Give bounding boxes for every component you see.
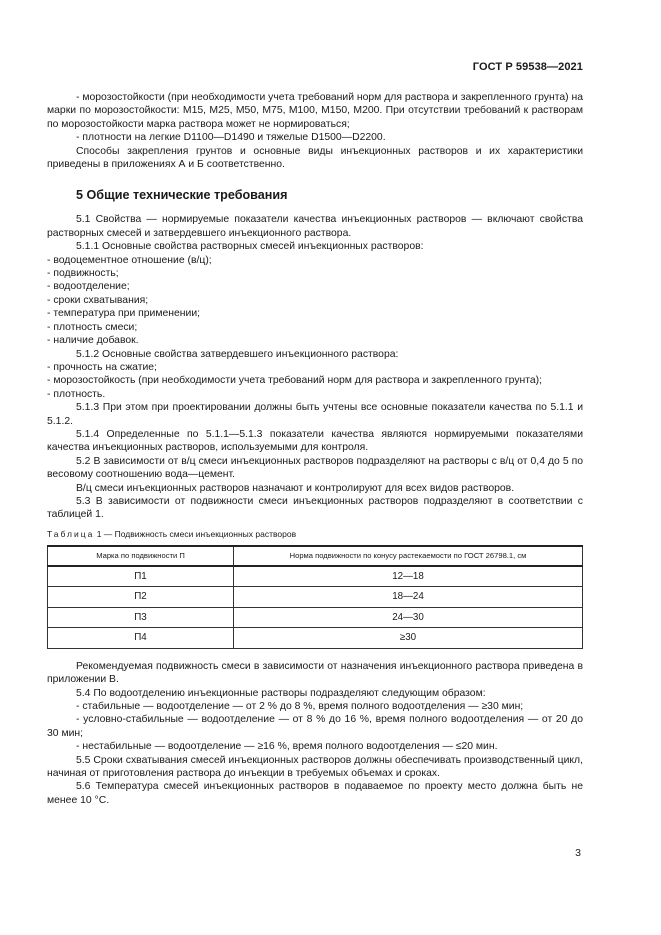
table-caption-word: Таблица [47,528,95,539]
table-header-row [48,546,583,566]
density-item: - плотности на легкие D1100—D1490 и тяжелые D1500—D2200. [76,132,386,144]
table-caption [47,529,583,540]
table-row [48,587,583,608]
clause-5-6: 5.6 Температура смесей инъекционных растворов в подаваемое по проекту место должна быть не менее 10 °С. [47,781,583,806]
frost-resistance-item: - морозостойкости (при необходимости учета требований норм для раствора и закрепленного грунта) на марки по морозостойкости: M15, M25, M50, M75, M100, M150, M200. При отсутствии требований к растворам по морозостойкости марка раствора может не нормироваться; [47,92,583,130]
grade-cell: П1 [48,566,234,587]
list-item-mix: - водоцементное отношение (в/ц); [47,254,212,266]
list-item-hardened: - плотность. [47,388,106,400]
list-item-hardened: - морозостойкость (при необходимости учета требований норм для раствора и закрепленного грунта); [47,375,543,387]
table-row [48,566,583,587]
clause-5-1-3: 5.1.3 При этом при проектировании должны быть учтены все основные показатели качества по 5.1.1 и 5.1.2. [47,402,583,427]
clause-5-2: 5.2 В зависимости от в/ц смеси инъекционных растворов подразделяют на растворы с в/ц от 0,4 до 5 по весовому соотношению вода—цемент. [47,455,583,481]
norm-cell: 24—30 [234,607,583,628]
document-standard-header: ГОСТ Р 59538—2021 [472,61,583,73]
norm-cell: 12—18 [234,566,583,587]
list-item-water-separation: - стабильные — водоотделение — от 2 % до 8 %, время полного водоотделения — ≥30 мин; [76,701,524,712]
clause-5-4: 5.4 По водоотделению инъекционные растворы подразделяют следующим образом: [76,687,486,699]
clause-5-1-4: 5.1.4 Определенные по 5.1.1—5.1.3 показатели качества являются нормируемыми показателями качества инъекционных растворов, используемыми для контроля. [47,428,583,454]
page-number: 3 [575,847,581,859]
column-header-grade: Марка по подвижности П [48,546,234,566]
grade-cell: П4 [48,628,234,649]
table-caption-text: 1 — Подвижность смеси инъекционных растворов [94,528,297,539]
grade-cell: П2 [48,587,234,608]
page-body [47,91,583,807]
grade-cell: П3 [48,607,234,628]
norm-cell: ≥30 [234,628,583,649]
table-row [48,628,583,649]
clause-5-3: 5.3 В зависимости от подвижности смеси инъекционных растворов подразделяют в соответствии с таблицей 1. [47,495,583,521]
list-item-mix: - плотность смеси; [47,321,138,333]
list-item-hardened: - прочность на сжатие; [47,361,157,373]
list-item-mix: - температура при применении; [47,308,201,320]
list-item-mix: - подвижность; [47,268,119,280]
clause-5-2-note: В/ц смеси инъекционных растворов назначают и контролируют для всех видов растворов. [76,482,515,494]
list-item-mix: - наличие добавок. [47,335,139,347]
list-item-water-separation: - нестабильные — водоотделение — ≥16 %, время полного водоотделения — ≤20 мин. [76,741,498,753]
list-item-mix: - сроки схватывания; [47,294,149,306]
clause-5-5: 5.5 Сроки схватывания смесей инъекционных растворов должны обеспечивать производственный цикл, начиная от приготовления раствора до инъекции в требуемых объемах и сроках. [47,754,583,780]
mobility-table [47,545,583,649]
clause-5-1: 5.1 Свойства — нормируемые показатели качества инъекционных растворов — включают свойства растворных смесей и затвердевшего инъекционного раствора. [47,214,583,239]
column-header-norm: Норма подвижности по конусу растекаемости по ГОСТ 26798.1, см [234,546,583,566]
list-item-water-separation: - условно-стабильные — водоотделение — от 8 % до 16 %, время полного водоотделения — от 20 до 30 мин; [47,714,583,739]
norm-cell: 18—24 [234,587,583,608]
methods-paragraph: Способы закрепления грунтов и основные виды инъекционных растворов и их характеристики приведены в приложениях А и Б соответственно. [47,145,583,171]
clause-5-1-2: 5.1.2 Основные свойства затвердевшего инъекционного раствора: [76,348,399,360]
section-title: 5 Общие технические требования [76,188,288,203]
recommended-mobility-paragraph: Рекомендуемая подвижность смеси в зависимости от назначения инъекционного раствора приведена в приложении В. [47,660,583,686]
table-row [48,607,583,628]
clause-5-1-1: 5.1.1 Основные свойства растворных смесей инъекционных растворов: [76,241,424,253]
list-item-mix: - водоотделение; [47,281,130,293]
